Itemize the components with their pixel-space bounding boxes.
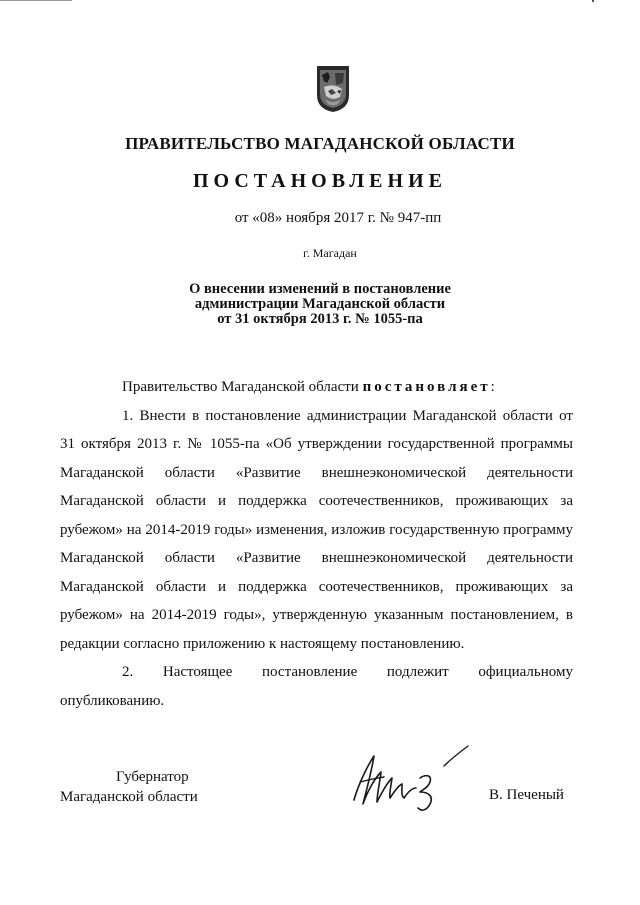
subject-line-1: О внесении изменений в постановление	[189, 281, 451, 297]
document-subject	[0, 282, 640, 327]
position-line-1: Губернатор	[116, 769, 189, 785]
paragraph-item-1: 1. Внести в постановление администрации Магаданской области от 31 октября 2013 г. № 1055-па «Об утверждении государственной программы Магаданской области «Развитие внешнеэкономической деятельности Магаданской области и поддержка соотечественников, проживающих за рубежом» на 2014-2019 годы» изменения, изложив государственную программу Магаданской области «Развитие внешнеэкономической деятельности Магаданской области и поддержка соотечественников, проживающих за рубежом» на 2014-2019 годы», утвержденную указанным постановлением, в редакции согласно приложению к настоящему постановлению.	[60, 407, 573, 652]
scan-edge-mark	[0, 0, 72, 1]
document-date-number: от «08» ноября 2017 г. № 947-пп	[234, 210, 442, 226]
document-body	[60, 373, 573, 715]
position-line-2: Магаданской области	[60, 789, 198, 805]
coat-of-arms-emblem	[316, 65, 350, 113]
document-type: ПОСТАНОВЛЕНИЕ	[193, 170, 447, 192]
intro-verb: постановляет	[362, 379, 491, 395]
scan-dot	[592, 0, 594, 2]
handwritten-signature	[344, 738, 484, 818]
subject-line-2: администрации Магаданской области	[194, 296, 446, 312]
subject-line-3: от 31 октября 2013 г. № 1055-па	[217, 311, 423, 327]
intro-paragraph	[60, 373, 573, 402]
intro-suffix: :	[490, 379, 495, 395]
signatory-name: В. Печеный	[489, 787, 564, 803]
paragraph-item-2: 2. Настоящее постановление подлежит официальному опубликованию.	[60, 664, 573, 709]
document-city: г. Магадан	[303, 246, 357, 260]
government-title: ПРАВИТЕЛЬСТВО МАГАДАНСКОЙ ОБЛАСТИ	[125, 134, 515, 153]
signatory-position	[60, 767, 198, 807]
intro-prefix: Правительство Магаданской области	[122, 379, 363, 395]
